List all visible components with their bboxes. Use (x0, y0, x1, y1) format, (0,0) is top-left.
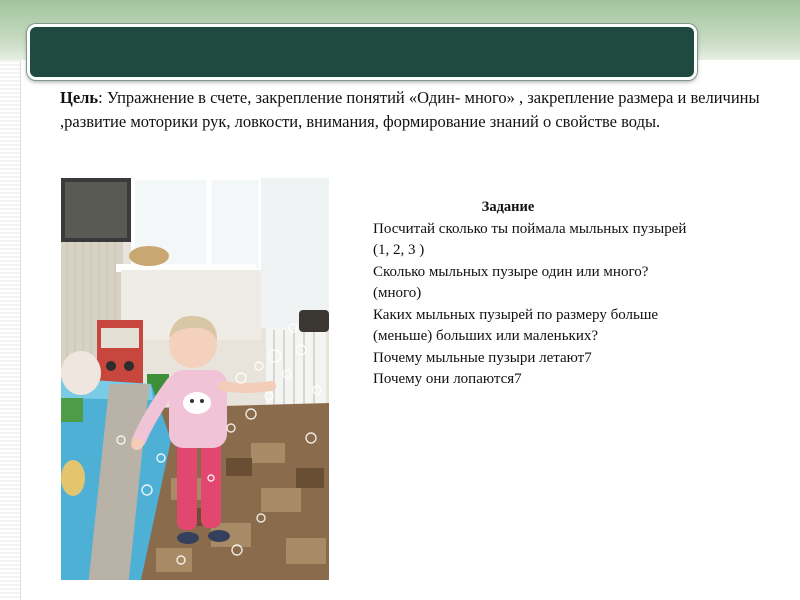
task-line: (меньше) больших или маленьких? (373, 328, 599, 344)
goal-text: : Упражнение в счете, закрепление понятий «Один- много» , закрепление размера и величины ,развитие моторики рук, ловкости, внимания, формирование знаний о свойстве воды. (60, 88, 760, 131)
slide-title-box (27, 24, 697, 80)
task-line: Сколько мыльных пузыре один или много? (373, 263, 649, 280)
task-line: Посчитай сколько ты поймала мыльных пузырей (373, 220, 687, 237)
task-line: Почему они лопаются7 (373, 371, 522, 387)
task-title: Задание (481, 199, 535, 215)
goal-label: Цель (60, 88, 99, 107)
task-line: (1, 2, 3 ) (373, 242, 425, 258)
goal-paragraph (60, 86, 760, 134)
child-bubbles-photo (61, 178, 329, 580)
left-decor-stripes (0, 60, 21, 600)
task-line: (много) (373, 285, 422, 301)
task-line: Каких мыльных пузырей по размеру больше (373, 306, 659, 323)
task-line: Почему мыльные пузыри летают7 (373, 349, 592, 366)
task-block (373, 197, 753, 391)
